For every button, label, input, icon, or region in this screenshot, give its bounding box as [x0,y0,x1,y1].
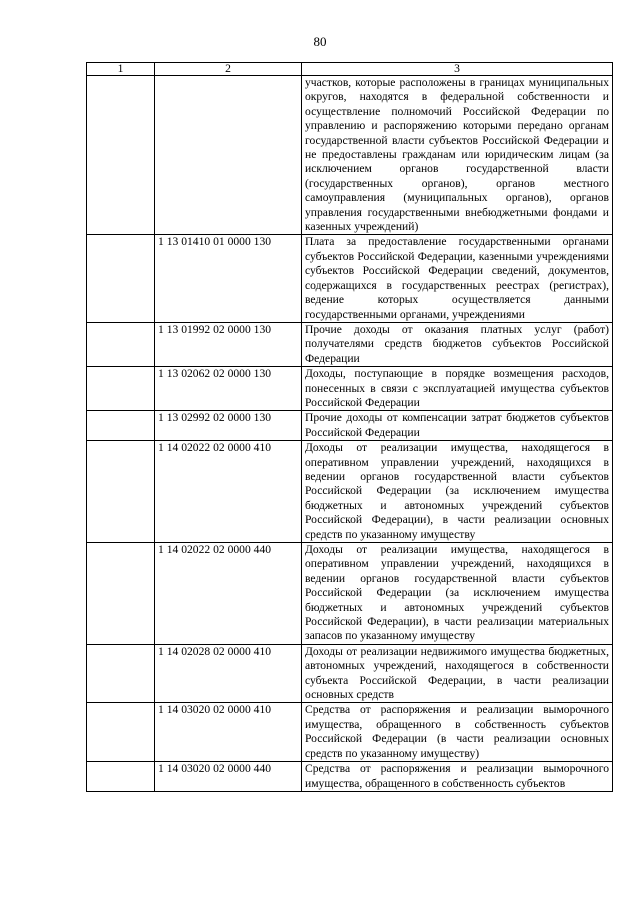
table-row [87,76,613,235]
description-cell: Доходы от реализации имущества, находящегося в оперативном управлении учреждений, находящихся в ведении органов государственной власти субъектов Российской Федерации (за исключением имущества бюджетных и автономных учреждений субъектов Российской Федерации), в части реализации материальных запасов по указанному имуществу [302,543,613,645]
budget-code-cell: 1 14 02028 02 0000 410 [155,644,302,703]
admin-code-cell [87,441,155,543]
budget-code-cell: 1 13 01992 02 0000 130 [155,322,302,366]
budget-code-cell: 1 14 02022 02 0000 410 [155,441,302,543]
admin-code-cell [87,543,155,645]
column-header-2: 2 [155,63,302,76]
admin-code-cell [87,644,155,703]
table-row [87,644,613,703]
description-cell: Прочие доходы от оказания платных услуг (работ) получателями средств бюджетов субъектов Российской Федерации [302,322,613,366]
admin-code-cell [87,762,155,792]
budget-code-cell: 1 14 03020 02 0000 410 [155,703,302,762]
description-cell: Доходы, поступающие в порядке возмещения расходов, понесенных в связи с эксплуатацией имущества субъектов Российской Федерации [302,367,613,411]
table-header-row [87,63,613,76]
budget-code-cell [155,76,302,235]
budget-code-cell: 1 13 02062 02 0000 130 [155,367,302,411]
admin-code-cell [87,411,155,441]
description-cell: Доходы от реализации имущества, находящегося в оперативном управлении учреждений, находящихся в ведении органов государственной власти субъектов Российской Федерации (за исключением имущества бюджетных и автономных учреждений субъектов Российской Федерации), в части реализации основных средств по указанному имуществу [302,441,613,543]
table-row [87,411,613,441]
description-cell: Прочие доходы от компенсации затрат бюджетов субъектов Российской Федерации [302,411,613,441]
table-row [87,235,613,322]
table-row [87,703,613,762]
page-number: 80 [313,34,327,49]
description-cell: Средства от распоряжения и реализации выморочного имущества, обращенного в собственность субъектов [302,762,613,792]
table-row [87,367,613,411]
description-cell: участков, которые расположены в границах муниципальных округов, находятся в федеральной собственности и осуществление полномочий Российской Федерации по управлению и распоряжению которыми передано органам государственной власти субъектов Российской Федерации и не предоставлены гражданам или юридическим лицам (за исключением органов государственной власти (государственных органов), органов местного самоуправления (муниципальных органов), органов управления государственными внебюджетными фондами и казенных учреждений) [302,76,613,235]
admin-code-cell [87,703,155,762]
table-row [87,543,613,645]
description-cell: Плата за предоставление государственными органами субъектов Российской Федерации, казенными учреждениями субъектов Российской Федерации сведений, документов, содержащихся в государственных реестрах (регистрах), ведение которых осуществляется данными государственными органами, учреждениями [302,235,613,322]
table-row [87,762,613,792]
admin-code-cell [87,76,155,235]
admin-code-cell [87,367,155,411]
column-header-1: 1 [87,63,155,76]
table-row [87,441,613,543]
budget-code-cell: 1 13 01410 01 0000 130 [155,235,302,322]
table-row [87,322,613,366]
revenue-codes-table [86,62,613,792]
budget-code-cell: 1 13 02992 02 0000 130 [155,411,302,441]
description-cell: Средства от распоряжения и реализации выморочного имущества, обращенного в собственность субъектов Российской Федерации (в части реализации основных средств по указанному имуществу) [302,703,613,762]
budget-code-cell: 1 14 03020 02 0000 440 [155,762,302,792]
admin-code-cell [87,235,155,322]
budget-code-cell: 1 14 02022 02 0000 440 [155,543,302,645]
column-header-3: 3 [302,63,613,76]
description-cell: Доходы от реализации недвижимого имущества бюджетных, автономных учреждений, находящегося в собственности субъекта Российской Федерации, в части реализации основных средств [302,644,613,703]
admin-code-cell [87,322,155,366]
